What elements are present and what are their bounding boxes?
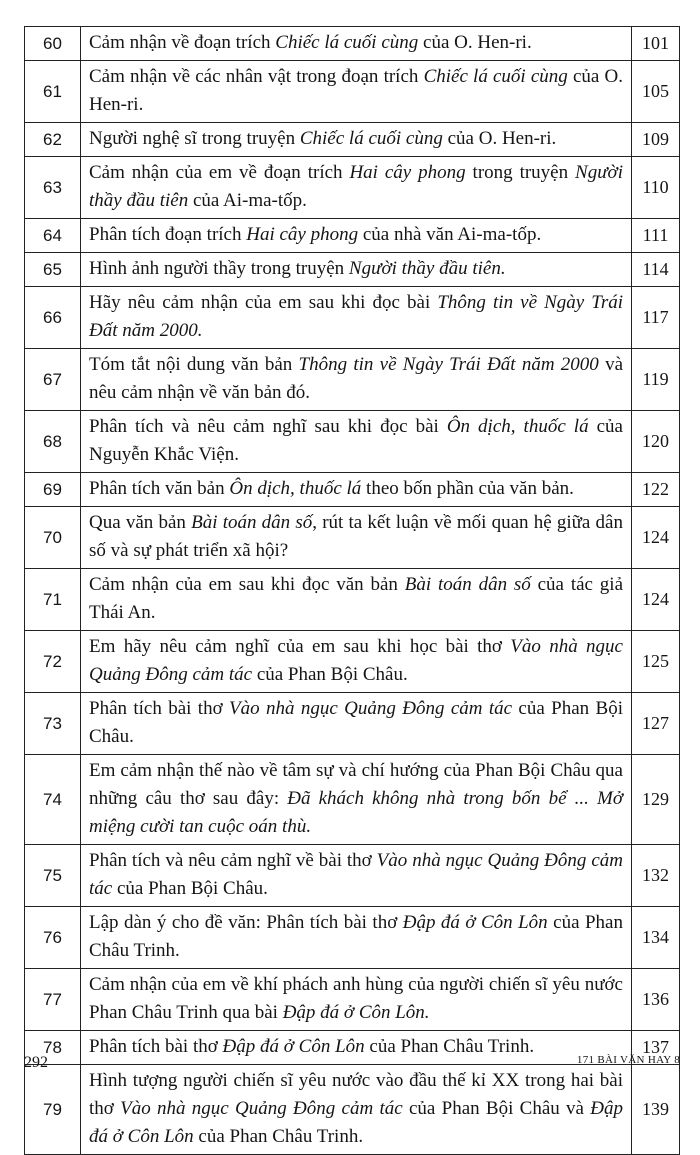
row-title xyxy=(81,1065,632,1155)
row-page: 114 xyxy=(632,253,680,287)
contents-table xyxy=(24,26,680,1155)
title-text: Phân tích và nêu cảm nghĩ sau khi đọc bài xyxy=(89,416,447,437)
row-number: 66 xyxy=(25,287,81,349)
row-title xyxy=(81,693,632,755)
row-number: 61 xyxy=(25,61,81,123)
row-title xyxy=(81,157,632,219)
table-row xyxy=(25,411,680,473)
title-italic-text: Hai cây phong xyxy=(349,162,466,183)
title-text: của Phan Châu Trinh. xyxy=(364,1036,535,1057)
row-title xyxy=(81,631,632,693)
title-italic-text: Vào nhà ngục Quảng Đông cảm tác xyxy=(229,698,513,719)
title-italic-text: Đập đá ở Côn Lôn xyxy=(222,1036,365,1057)
title-text: của Ai-ma-tốp. xyxy=(188,190,307,211)
title-text: của O. Hen-ri. xyxy=(418,32,532,53)
row-page: 110 xyxy=(632,157,680,219)
title-text: của nhà văn Ai-ma-tốp. xyxy=(358,224,542,245)
row-number: 73 xyxy=(25,693,81,755)
row-page: 132 xyxy=(632,845,680,907)
title-text: Cảm nhận về đoạn trích xyxy=(89,32,276,53)
title-italic-text: Ôn dịch, thuốc lá xyxy=(446,416,589,437)
title-text: Hình tượng người chiến sĩ yêu nước vào đầu thế kỉ XX trong hai bài thơ xyxy=(89,1070,623,1119)
row-title xyxy=(81,755,632,845)
title-text: Cảm nhận của em về khí phách anh hùng của người chiến sĩ yêu nước Phan Châu Trinh qua bài xyxy=(89,974,623,1023)
title-italic-text: Thông tin về Ngày Trái Đất năm 2000 xyxy=(298,354,599,375)
title-italic-text: Chiếc lá cuối cùng xyxy=(299,128,443,149)
row-page: 105 xyxy=(632,61,680,123)
row-number: 63 xyxy=(25,157,81,219)
table-row xyxy=(25,473,680,507)
row-title xyxy=(81,123,632,157)
row-number: 62 xyxy=(25,123,81,157)
row-title xyxy=(81,61,632,123)
title-text: Em hãy nêu cảm nghĩ của em sau khi học bài thơ xyxy=(89,636,511,657)
row-page: 137 xyxy=(632,1031,680,1065)
title-italic-text: Hai cây phong xyxy=(246,224,359,245)
table-row xyxy=(25,349,680,411)
table-row xyxy=(25,253,680,287)
title-text: của tác giả Thái An. xyxy=(89,574,623,623)
page-number: 292 xyxy=(24,1054,48,1071)
title-italic-text: Đã khách không nhà trong bốn bể ... Mở miệng cười tan cuộc oán thù. xyxy=(89,788,623,837)
title-text: Qua văn bản xyxy=(89,512,192,533)
row-page: 117 xyxy=(632,287,680,349)
row-title xyxy=(81,507,632,569)
title-italic-text: Bài toán dân số xyxy=(404,574,531,595)
title-text: Tóm tắt nội dung văn bản xyxy=(89,354,299,375)
row-number: 76 xyxy=(25,907,81,969)
row-page: 111 xyxy=(632,219,680,253)
row-page: 124 xyxy=(632,507,680,569)
row-number: 70 xyxy=(25,507,81,569)
row-number: 64 xyxy=(25,219,81,253)
row-title xyxy=(81,969,632,1031)
title-text: Lập dàn ý cho đề văn: Phân tích bài thơ xyxy=(89,912,403,933)
title-italic-text: Thông tin về Ngày Trái Đất năm 2000. xyxy=(89,292,623,341)
title-text: , rút ta kết luận về mối quan hệ giữa dân số và sự phát triển xã hội? xyxy=(89,512,623,561)
row-title xyxy=(81,287,632,349)
row-title xyxy=(81,473,632,507)
row-number: 74 xyxy=(25,755,81,845)
title-italic-text: Người thầy đầu tiên xyxy=(89,162,623,211)
title-italic-text: Đập đá ở Côn Lôn xyxy=(89,1098,624,1147)
title-text: Em cảm nhận thế nào về tâm sự và chí hướng của Phan Bội Châu qua những câu thơ sau đây: xyxy=(89,760,623,809)
title-text: Cảm nhận của em sau khi đọc văn bản xyxy=(89,574,405,595)
title-italic-text: Chiếc lá cuối cùng xyxy=(275,32,419,53)
table-row xyxy=(25,27,680,61)
table-row xyxy=(25,61,680,123)
table-row xyxy=(25,969,680,1031)
title-text: trong truyện xyxy=(465,162,576,183)
row-page: 109 xyxy=(632,123,680,157)
table-row xyxy=(25,157,680,219)
title-text: Phân tích và nêu cảm nghĩ về bài thơ xyxy=(89,850,377,871)
title-italic-text: Vào nhà ngục Quảng Đông cảm tác xyxy=(120,1098,403,1119)
title-text: của Nguyễn Khắc Viện. xyxy=(89,416,623,465)
row-page: 139 xyxy=(632,1065,680,1155)
row-page: 125 xyxy=(632,631,680,693)
book-title: 171 BÀI VĂN HAY 8 xyxy=(576,1054,680,1066)
row-title xyxy=(81,845,632,907)
row-number: 75 xyxy=(25,845,81,907)
row-page: 119 xyxy=(632,349,680,411)
contents-rows xyxy=(25,27,680,1155)
title-text: của O. Hen-ri. xyxy=(442,128,557,149)
title-italic-text: Vào nhà ngục Quảng Đông cảm tác xyxy=(89,636,623,685)
title-text: Cảm nhận về các nhân vật trong đoạn trích xyxy=(89,66,424,87)
title-text: Người nghệ sĩ trong truyện xyxy=(89,128,300,149)
row-number: 77 xyxy=(25,969,81,1031)
title-text: theo bốn phần của văn bản. xyxy=(361,478,574,499)
title-italic-text: Bài toán dân số xyxy=(191,512,313,533)
row-number: 67 xyxy=(25,349,81,411)
row-title xyxy=(81,907,632,969)
table-row xyxy=(25,845,680,907)
title-text: Phân tích bài thơ xyxy=(89,1036,223,1057)
title-text: của Phan Châu Trinh. xyxy=(193,1126,364,1147)
row-page: 136 xyxy=(632,969,680,1031)
table-row xyxy=(25,693,680,755)
table-row xyxy=(25,907,680,969)
title-italic-text: Đập đá ở Côn Lôn xyxy=(402,912,548,933)
row-title xyxy=(81,253,632,287)
table-row xyxy=(25,123,680,157)
title-text: Hình ảnh người thầy trong truyện xyxy=(89,258,349,279)
row-title xyxy=(81,569,632,631)
table-row xyxy=(25,755,680,845)
row-page: 101 xyxy=(632,27,680,61)
row-page: 120 xyxy=(632,411,680,473)
table-row xyxy=(25,1065,680,1155)
title-italic-text: Chiếc lá cuối cùng xyxy=(423,66,568,87)
row-page: 134 xyxy=(632,907,680,969)
title-italic-text: Người thầy đầu tiên. xyxy=(348,258,506,279)
title-text: Hãy nêu cảm nhận của em sau khi đọc bài xyxy=(89,292,438,313)
title-text: Cảm nhận của em về đoạn trích xyxy=(89,162,350,183)
table-row xyxy=(25,507,680,569)
row-page: 122 xyxy=(632,473,680,507)
title-text: của Phan Bội Châu và xyxy=(402,1098,591,1119)
row-page: 129 xyxy=(632,755,680,845)
row-number: 78 xyxy=(25,1031,81,1065)
title-text: Phân tích văn bản xyxy=(89,478,230,499)
row-title xyxy=(81,27,632,61)
row-title xyxy=(81,349,632,411)
row-number: 68 xyxy=(25,411,81,473)
row-page: 124 xyxy=(632,569,680,631)
title-text: Phân tích đoạn trích xyxy=(89,224,247,245)
row-number: 60 xyxy=(25,27,81,61)
title-italic-text: Đập đá ở Côn Lôn. xyxy=(282,1002,430,1023)
row-number: 69 xyxy=(25,473,81,507)
row-number: 65 xyxy=(25,253,81,287)
page-footer xyxy=(24,1054,680,1074)
title-italic-text: Vào nhà ngục Quảng Đông cảm tác xyxy=(89,850,623,899)
row-number: 72 xyxy=(25,631,81,693)
row-title xyxy=(81,411,632,473)
title-text: của Phan Bội Châu. xyxy=(112,878,268,899)
title-italic-text: Ôn dịch, thuốc lá xyxy=(229,478,362,499)
row-number: 71 xyxy=(25,569,81,631)
row-number: 79 xyxy=(25,1065,81,1155)
title-text: của Phan Châu Trinh. xyxy=(89,912,623,961)
title-text: của O. Hen-ri. xyxy=(89,66,623,115)
table-row xyxy=(25,219,680,253)
table-row xyxy=(25,569,680,631)
title-text: Phân tích bài thơ xyxy=(89,698,229,719)
title-text: của Phan Bội Châu. xyxy=(252,664,408,685)
table-row xyxy=(25,631,680,693)
row-title xyxy=(81,219,632,253)
title-text: của Phan Bội Châu. xyxy=(89,698,623,747)
title-text: và nêu cảm nhận về văn bản đó. xyxy=(89,354,623,403)
row-page: 127 xyxy=(632,693,680,755)
table-row xyxy=(25,287,680,349)
